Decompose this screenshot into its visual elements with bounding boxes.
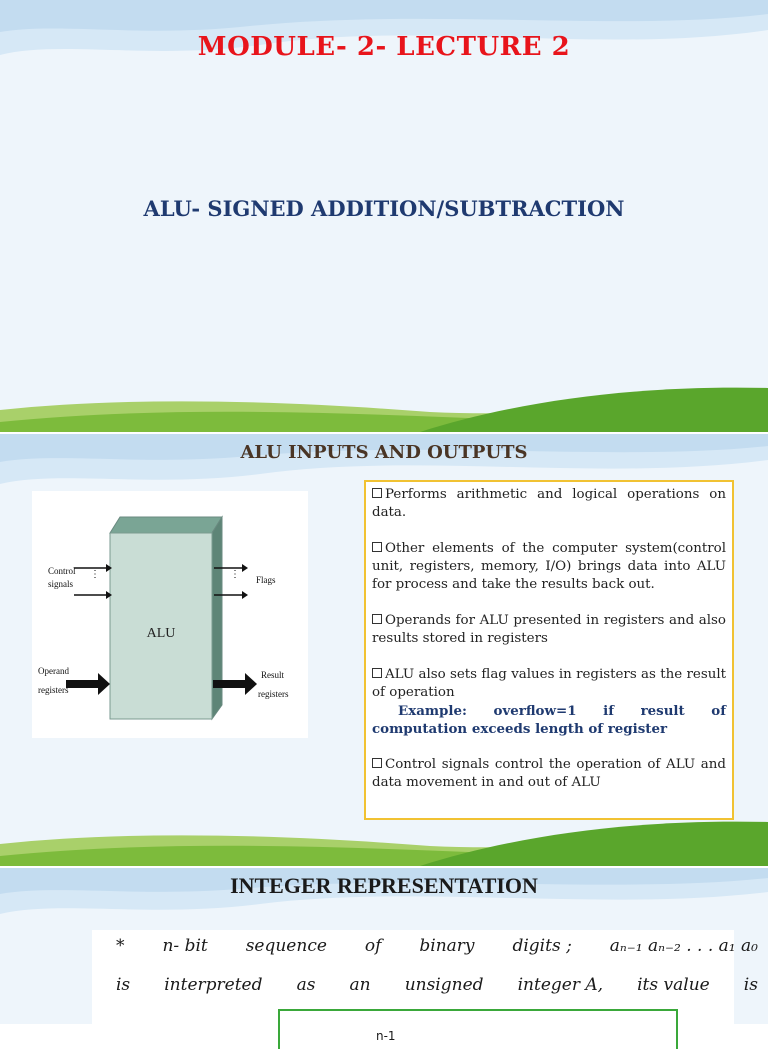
slide-title: ALU INPUTS AND OUTPUTS <box>240 442 528 463</box>
handwritten-line-1: * n- bit sequence of binary digits ; aₙ₋₁ aₙ₋₂ . . . a₁ a₀ <box>116 936 758 956</box>
checkbox-bullet-icon <box>372 758 382 768</box>
bullet-2: Other elements of the computer system(control unit, registers, memory, I/O) brings data into ALU for process and take the results back out. <box>372 541 726 592</box>
slide-1 <box>0 0 768 432</box>
formula-box <box>278 1009 678 1049</box>
result-registers-label: Result <box>261 670 285 680</box>
checkbox-bullet-icon <box>372 668 382 678</box>
alu-diagram <box>32 491 308 738</box>
operand-registers-label: Operand <box>38 666 69 676</box>
alu-notes-box <box>364 480 734 820</box>
formula-summation-limit: n-1 <box>376 1029 396 1043</box>
svg-text:⋮: ⋮ <box>230 569 240 580</box>
bullet-4: ALU also sets flag values in registers as the result of operation <box>372 667 726 700</box>
flags-label: Flags <box>256 575 276 585</box>
svg-text:registers: registers <box>258 689 289 699</box>
bullet-5: Control signals control the operation of ALU and data movement in and out of ALU <box>372 757 726 790</box>
slide-2 <box>0 434 768 866</box>
checkbox-bullet-icon <box>372 488 382 498</box>
bullet-1: Performs arithmetic and logical operations on data. <box>372 487 726 520</box>
svg-text:signals: signals <box>48 579 74 589</box>
alu-label: ALU <box>146 626 176 641</box>
svg-text:⋮: ⋮ <box>90 569 100 580</box>
checkbox-bullet-icon <box>372 614 382 624</box>
control-signals-label: Control <box>48 566 76 576</box>
slide-title: INTEGER REPRESENTATION <box>230 873 538 898</box>
lecture-subtitle: ALU- SIGNED ADDITION/SUBTRACTION <box>143 196 625 221</box>
checkbox-bullet-icon <box>372 542 382 552</box>
bullet-3: Operands for ALU presented in registers and also results stored in registers <box>372 613 726 646</box>
handwritten-notes <box>92 930 758 1043</box>
svg-text:registers: registers <box>38 685 69 695</box>
module-title: MODULE- 2- LECTURE 2 <box>197 32 571 62</box>
slide-3 <box>0 868 768 1043</box>
example-note: Example: overflow=1 if result of computation exceeds length of register <box>372 703 726 737</box>
handwritten-line-2: is interpreted as an unsigned integer A, its value is <box>116 975 758 995</box>
